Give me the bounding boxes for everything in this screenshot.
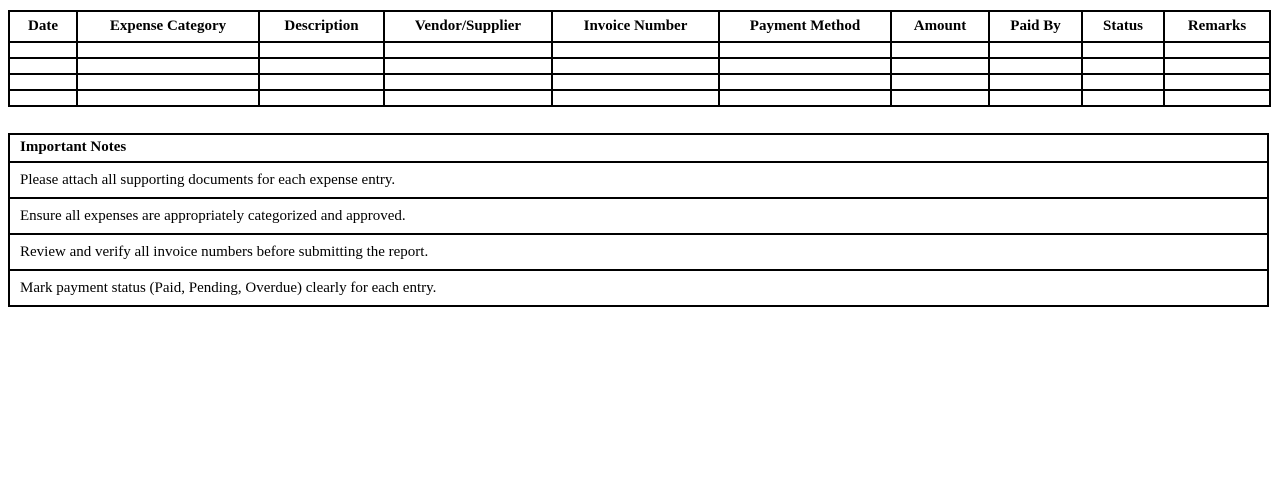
empty-cell [1164,74,1270,90]
column-header-vendor-supplier: Vendor/Supplier [384,11,552,42]
column-header-remarks: Remarks [1164,11,1270,42]
empty-cell [891,90,989,106]
empty-cell [552,74,719,90]
empty-cell [719,42,891,58]
empty-cell [9,58,77,74]
empty-cell [989,42,1082,58]
column-header-paid-by: Paid By [989,11,1082,42]
empty-expense-row [9,90,1270,106]
empty-cell [77,58,259,74]
empty-cell [1164,58,1270,74]
expense-table-header-row [9,11,1270,42]
empty-cell [719,74,891,90]
note-item: Please attach all supporting documents for each expense entry. [9,162,1268,198]
empty-cell [259,42,384,58]
column-header-status: Status [1082,11,1164,42]
empty-expense-row [9,58,1270,74]
empty-cell [552,90,719,106]
empty-cell [989,74,1082,90]
empty-cell [552,58,719,74]
note-row [9,198,1268,234]
column-header-description: Description [259,11,384,42]
empty-cell [1082,90,1164,106]
empty-cell [1082,74,1164,90]
empty-cell [1082,42,1164,58]
column-header-payment-method: Payment Method [719,11,891,42]
empty-cell [384,74,552,90]
empty-cell [77,90,259,106]
empty-cell [77,42,259,58]
note-item: Ensure all expenses are appropriately categorized and approved. [9,198,1268,234]
empty-cell [384,58,552,74]
empty-cell [719,90,891,106]
column-header-date: Date [9,11,77,42]
note-row [9,270,1268,306]
empty-cell [719,58,891,74]
empty-cell [259,74,384,90]
empty-cell [552,42,719,58]
empty-cell [77,74,259,90]
empty-cell [384,90,552,106]
notes-header-row [9,134,1268,162]
empty-cell [891,58,989,74]
empty-cell [989,58,1082,74]
empty-cell [1164,42,1270,58]
notes-table [8,133,1269,307]
empty-cell [989,90,1082,106]
empty-cell [1082,58,1164,74]
note-row [9,162,1268,198]
empty-cell [259,90,384,106]
note-item: Review and verify all invoice numbers before submitting the report. [9,234,1268,270]
notes-title: Important Notes [9,134,1268,162]
empty-cell [891,74,989,90]
column-header-expense-category: Expense Category [77,11,259,42]
expense-table [8,10,1271,107]
note-row [9,234,1268,270]
empty-cell [259,58,384,74]
empty-cell [891,42,989,58]
empty-expense-row [9,74,1270,90]
empty-cell [9,42,77,58]
empty-expense-row [9,42,1270,58]
note-item: Mark payment status (Paid, Pending, Overdue) clearly for each entry. [9,270,1268,306]
empty-cell [9,74,77,90]
column-header-amount: Amount [891,11,989,42]
empty-cell [9,90,77,106]
empty-cell [1164,90,1270,106]
empty-cell [384,42,552,58]
column-header-invoice-number: Invoice Number [552,11,719,42]
